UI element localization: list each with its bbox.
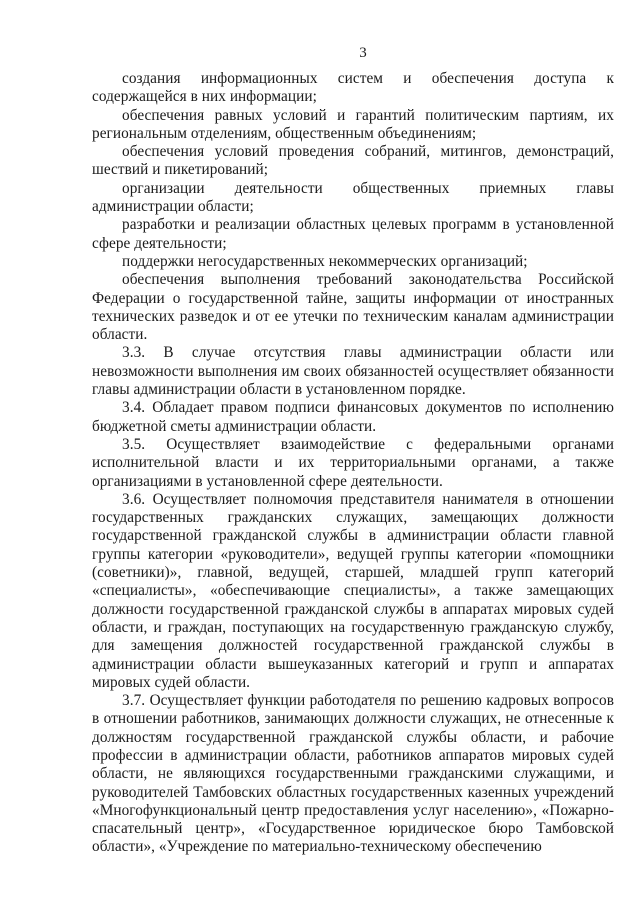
paragraph-3-3: 3.3. В случае отсутствия главы администрации области или невозможности выполнения им своих обязанностей осуществляет обязанности главы администрации области в установленном порядке. <box>92 344 614 399</box>
paragraph-equal-conditions: обеспечения равных условий и гарантий политическим партиям, их региональным отделениям, общественным объединениям; <box>92 106 614 142</box>
paragraph-assemblies: обеспечения условий проведения собраний, митингов, демонстраций, шествий и пикетирований; <box>92 143 614 179</box>
paragraph-state-secret: обеспечения выполнения требований законодательства Российской Федерации о государственной тайне, защиты информации от иностранных технических разведок и от ее утечки по техническим каналам администрации области. <box>92 271 614 344</box>
paragraph-public-reception: организации деятельности общественных приемных главы администрации области; <box>92 179 614 216</box>
paragraph-3-4: 3.4. Обладает правом подписи финансовых документов по исполнению бюджетной сметы администрации области. <box>92 399 614 435</box>
paragraph-3-6: 3.6. Осуществляет полномочия представителя нанимателя в отношении государственных гражданских служащих, замещающих должности государственной гражданской службы в администрации области главной группы категории «руководители», ведущей группы категории «помощники (советники)», главной, ведущей, старшей, младшей групп категорий «специалисты», «обеспечивающие специалисты», а также замещающих должности государственной гражданской службы в аппаратах мировых судей области, и граждан, поступающих на государственную гражданскую службу, для замещения должностей государственной гражданской службы в администрации области вышеуказанных категорий и групп и аппаратах мировых судей области. <box>92 490 614 691</box>
paragraph-ngo-support: поддержки негосударственных некоммерческих организаций; <box>122 252 528 270</box>
page-number: 3 <box>359 45 367 61</box>
paragraph-3-5: 3.5. Осуществляет взаимодействие с федеральными органами исполнительной власти и их территориальными органами, а также организациями в установленной сфере деятельности. <box>92 435 614 490</box>
paragraph-target-programs: разработки и реализации областных целевых программ в установленной сфере деятельности; <box>92 216 614 252</box>
paragraph-info-systems: создания информационных систем и обеспечения доступа к содержащейся в них информации; <box>92 70 614 106</box>
paragraph-3-7: 3.7. Осуществляет функции работодателя по решению кадровых вопросов в отношении работников, занимающих должности служащих, не отнесенные к должностям государственной гражданской службы области, и рабочие профессии в администрации области, работников аппаратов мировых судей области, не являющихся государственными гражданскими служащими, и руководителей Тамбовских областных государственных казенных учреждений «Многофункциональный центр предоставления услуг населению», «Пожарно-спасательный центр», «Государственное юридическое бюро Тамбовской области», «Учреждение по материально-техническому обеспечению <box>92 692 614 856</box>
